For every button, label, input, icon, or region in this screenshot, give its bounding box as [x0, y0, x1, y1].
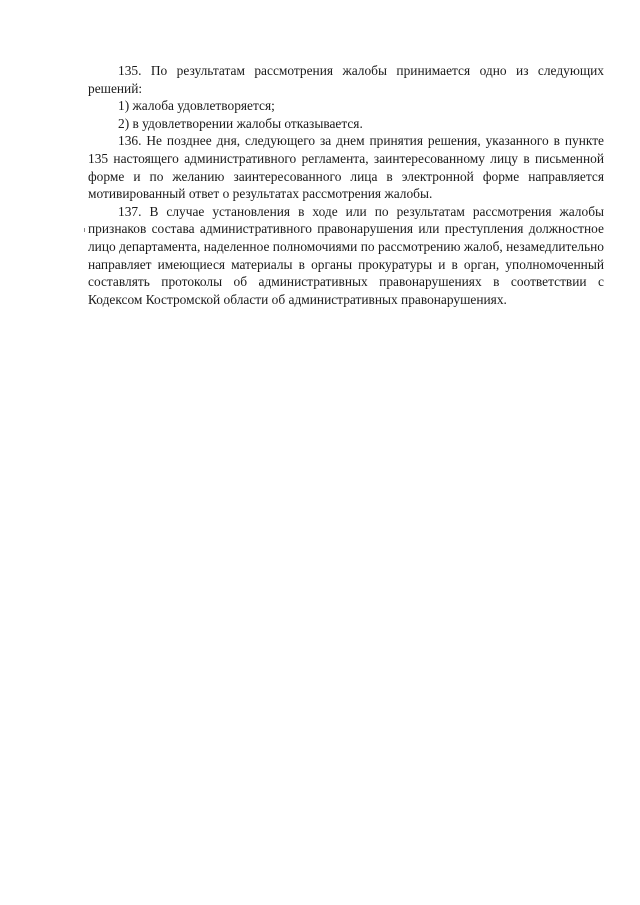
paragraph-137: 137. В случае установления в ходе или по результатам рассмотрения жалобы признаков состава административного правонарушения или преступления должностное лицо департамента, наделенное полномочиями по рассмотрению жалоб, незамедлительно направляет имеющиеся материалы в органы прокуратуры и в орган, уполномоченный составлять протоколы об административных правонарушениях в соответствии с Кодексом Костромской области об административных правонарушениях.	[88, 203, 604, 307]
list-item-2: 2) в удовлетворении жалобы отказывается.	[118, 115, 363, 131]
scan-mark	[84, 228, 85, 232]
paragraph-136: 136. Не позднее дня, следующего за днем принятия решения, указанного в пункте 135 настоящего административного регламента, заинтересованному лицу в письменной форме и по желанию заинтересованного лица в электронной форме направляется мотивированный ответ о результатах рассмотрения жалобы.	[88, 133, 604, 202]
paragraph-135: 135. По результатам рассмотрения жалобы принимается одно из следующих решений:	[88, 63, 604, 96]
document-body	[88, 62, 604, 308]
list-item-1: 1) жалоба удовлетворяется;	[118, 98, 275, 114]
